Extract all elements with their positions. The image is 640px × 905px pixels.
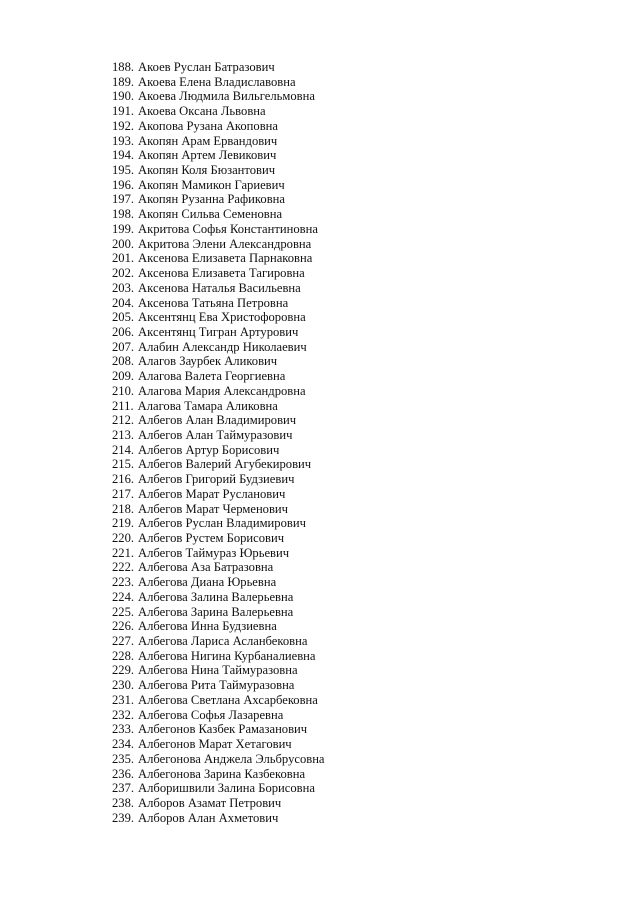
list-item — [112, 310, 325, 325]
list-item — [112, 575, 325, 590]
entry-number: 209 . — [112, 369, 134, 384]
list-item — [112, 546, 325, 561]
list-item — [112, 60, 325, 75]
entry-name: Албегов Алан Таймуразович — [138, 427, 293, 442]
list-item — [112, 384, 325, 399]
list-item — [112, 590, 325, 605]
entry-name: Аксенова Татьяна Петровна — [138, 295, 289, 310]
list-item — [112, 781, 325, 796]
list-item — [112, 354, 325, 369]
list-item — [112, 634, 325, 649]
list-item — [112, 502, 325, 517]
list-item — [112, 192, 325, 207]
entry-number: 213 . — [112, 428, 134, 443]
list-item — [112, 708, 325, 723]
entry-name: Алагов Заурбек Аликович — [138, 354, 278, 369]
entry-number: 192 . — [112, 119, 134, 134]
entry-name: Албегова Залина Валерьевна — [138, 589, 294, 604]
entry-number: 206 . — [112, 325, 134, 340]
entry-name: Алборишвили Залина Борисовна — [138, 781, 315, 796]
entry-number: 223 . — [112, 575, 134, 590]
list-item — [112, 163, 325, 178]
entry-number: 216 . — [112, 472, 134, 487]
entry-number: 215 . — [112, 457, 134, 472]
entry-name: Албегов Таймураз Юрьевич — [138, 545, 290, 560]
list-item — [112, 619, 325, 634]
entry-number: 219 . — [112, 516, 134, 531]
entry-number: 191 . — [112, 104, 134, 119]
entry-number: 230 . — [112, 678, 134, 693]
entry-name: Албегова Диана Юрьевна — [138, 575, 277, 590]
list-item — [112, 75, 325, 90]
entry-name: Албегова Лариса Асланбековна — [138, 634, 308, 649]
entry-name: Алборов Азамат Петрович — [138, 795, 282, 810]
entry-name: Акоева Людмила Вильгельмовна — [138, 89, 315, 104]
list-item — [112, 369, 325, 384]
entry-number: 227 . — [112, 634, 134, 649]
list-item — [112, 237, 325, 252]
entry-name: Аксентянц Ева Христофоровна — [138, 310, 306, 325]
list-item — [112, 428, 325, 443]
list-item — [112, 296, 325, 311]
entry-number: 200 . — [112, 237, 134, 252]
entry-name: Албегов Рустем Борисович — [138, 531, 285, 545]
entry-name: Албегова Аза Батразовна — [138, 560, 274, 575]
list-item — [112, 796, 325, 811]
list-item — [112, 457, 325, 472]
entry-name: Алабин Александр Николаевич — [138, 339, 307, 354]
list-item — [112, 737, 325, 752]
entry-number: 194 . — [112, 148, 134, 163]
entry-name: Акопян Сильва Семеновна — [138, 207, 283, 222]
list-item — [112, 472, 325, 487]
entry-name: Аксентянц Тигран Артурович — [138, 324, 299, 339]
entry-name: Албегова Инна Будзиевна — [138, 619, 277, 634]
list-item — [112, 531, 325, 546]
entry-name: Акритова Элени Александровна — [138, 236, 312, 251]
entry-number: 190 . — [112, 89, 134, 104]
list-item — [112, 178, 325, 193]
entry-name: Албегов Алан Владимирович — [138, 413, 297, 428]
entry-number: 212 . — [112, 413, 134, 428]
list-item — [112, 678, 325, 693]
entry-name: Акопян Артем Левикович — [138, 148, 277, 163]
entry-number: 218 . — [112, 502, 134, 517]
list-item — [112, 325, 325, 340]
entry-number: 229 . — [112, 663, 134, 678]
list-item — [112, 722, 325, 737]
list-item — [112, 752, 325, 767]
entry-name: Албегова Нина Таймуразовна — [138, 663, 298, 678]
list-item — [112, 516, 325, 531]
entry-number: 210 . — [112, 384, 134, 399]
list-item — [112, 693, 325, 708]
entry-name: Акопян Рузанна Рафиковна — [138, 192, 285, 207]
entry-number: 217 . — [112, 487, 134, 502]
entry-number: 214 . — [112, 443, 134, 458]
entry-name: Акопова Рузана Акоповна — [138, 118, 278, 133]
entry-name: Албегонова Анджела Эльбрусовна — [138, 751, 325, 766]
entry-name: Акопян Арам Ервандович — [138, 133, 278, 148]
entry-number: 197 . — [112, 192, 134, 207]
entry-number: 233 . — [112, 722, 134, 737]
list-item — [112, 134, 325, 149]
list-item — [112, 266, 325, 281]
entry-name: Албегов Марат Русланович — [138, 486, 286, 501]
entry-number: 207 . — [112, 340, 134, 355]
list-item — [112, 148, 325, 163]
entry-number: 222 . — [112, 560, 134, 575]
entry-number: 199 . — [112, 222, 134, 237]
entry-number: 201 . — [112, 251, 134, 266]
entry-name: Албегова Нигина Курбаналиевна — [138, 648, 316, 663]
list-item — [112, 811, 325, 826]
entry-name: Акопян Коля Бюзантович — [138, 163, 276, 178]
entry-number: 234 . — [112, 737, 134, 752]
entry-number: 195 . — [112, 163, 134, 178]
entry-number: 221 . — [112, 546, 134, 561]
list-item — [112, 399, 325, 414]
list-item — [112, 207, 325, 222]
entry-name: Алагова Мария Александровна — [138, 383, 306, 398]
entry-number: 232 . — [112, 708, 134, 723]
entry-number: 188 . — [112, 60, 134, 75]
entry-number: 205 . — [112, 310, 134, 325]
entry-name: Акоева Оксана Львовна — [138, 104, 266, 119]
entry-number: 204 . — [112, 296, 134, 311]
entry-number: 224 . — [112, 590, 134, 605]
entry-name: Албегонов Марат Хетагович — [138, 737, 292, 752]
list-item — [112, 222, 325, 237]
entry-number: 238 . — [112, 796, 134, 811]
entry-name: Акопян Мамикон Гариевич — [138, 177, 285, 192]
entry-number: 225 . — [112, 605, 134, 620]
list-item — [112, 443, 325, 458]
entry-number: 208 . — [112, 354, 134, 369]
entry-number: 198 . — [112, 207, 134, 222]
entry-number: 236 . — [112, 767, 134, 782]
list-item — [112, 340, 325, 355]
entry-name: Албегов Григорий Будзиевич — [138, 472, 295, 487]
entry-number: 237 . — [112, 781, 134, 796]
list-item — [112, 560, 325, 575]
list-item — [112, 487, 325, 502]
name-list — [112, 60, 325, 825]
entry-number: 226 . — [112, 619, 134, 634]
list-item — [112, 89, 325, 104]
entry-number: 193 . — [112, 134, 134, 149]
entry-name: Албегова Рита Таймуразовна — [138, 678, 295, 693]
entry-number: 220 . — [112, 531, 134, 546]
entry-number: 189 . — [112, 75, 134, 90]
entry-name: Албегова Зарина Валерьевна — [138, 604, 294, 619]
entry-name: Аксенова Елизавета Парнаковна — [138, 251, 313, 266]
entry-name: Алагова Тамара Аликовна — [137, 398, 278, 413]
list-item — [112, 281, 325, 296]
entry-name: Албегова Софья Лазаревна — [138, 707, 284, 722]
entry-number: 228 . — [112, 649, 134, 664]
list-item — [112, 104, 325, 119]
entry-number: 203 . — [112, 281, 134, 296]
entry-number: 211 . — [112, 399, 134, 414]
entry-name: Аксенова Елизавета Тагировна — [138, 266, 305, 281]
list-item — [112, 605, 325, 620]
entry-number: 239 . — [112, 811, 134, 826]
list-item — [112, 649, 325, 664]
entry-name: Акоев Руслан Батразович — [138, 60, 275, 74]
entry-name: Алагова Валета Георгиевна — [138, 369, 286, 384]
entry-number: 202 . — [112, 266, 134, 281]
entry-name: Албегов Артур Борисович — [138, 442, 280, 457]
entry-name: Албегов Руслан Владимирович — [138, 516, 306, 531]
list-item — [112, 663, 325, 678]
entry-name: Акритова Софья Константиновна — [138, 221, 318, 236]
entry-name: Албегов Марат Черменович — [138, 501, 288, 516]
entry-name: Аксенова Наталья Васильевна — [138, 280, 301, 295]
entry-name: Алборов Алан Ахметович — [138, 810, 279, 825]
entry-name: Албегонов Казбек Рамазанович — [138, 722, 308, 737]
entry-number: 196 . — [112, 178, 134, 193]
list-item — [112, 413, 325, 428]
entry-name: Албегова Светлана Ахсарбековна — [138, 692, 318, 707]
list-item — [112, 251, 325, 266]
entry-name: Албегонова Зарина Казбековна — [138, 766, 306, 781]
entry-name: Албегов Валерий Агубекирович — [138, 457, 312, 472]
list-item — [112, 767, 325, 782]
entry-number: 235 . — [112, 752, 134, 767]
list-item — [112, 119, 325, 134]
entry-number: 231 . — [112, 693, 134, 708]
entry-name: Акоева Елена Владиславовна — [138, 74, 296, 89]
